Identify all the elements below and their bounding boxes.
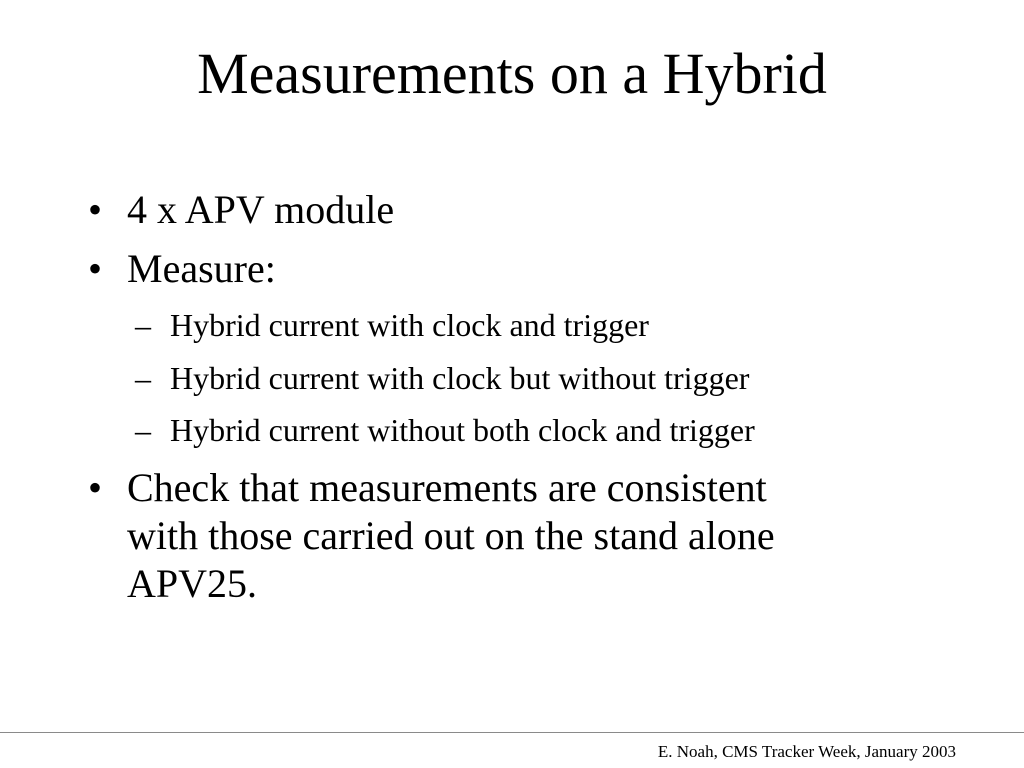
dash-marker: – <box>135 307 151 343</box>
slide-title: Measurements on a Hybrid <box>197 41 827 106</box>
bullet-marker: • <box>88 187 103 232</box>
bullet-text: Measure: <box>127 246 276 291</box>
bullet-text-line: Check that measurements are consistent <box>127 465 767 510</box>
bullet-text-line: with those carried out on the stand alone <box>127 513 775 558</box>
sub-bullet-text: Hybrid current without both clock and trigger <box>170 412 755 448</box>
dash-marker: – <box>135 412 151 448</box>
bullet-text: 4 x APV module <box>127 187 395 232</box>
bullet-marker: • <box>88 465 103 510</box>
dash-marker: – <box>135 360 151 396</box>
footer-text: E. Noah, CMS Tracker Week, January 2003 <box>657 742 956 761</box>
footer-divider <box>0 732 1024 733</box>
bullet-text-line: APV25. <box>127 561 258 606</box>
bullet-marker: • <box>88 246 103 291</box>
bullet-text-block <box>127 464 907 608</box>
sub-bullet-text: Hybrid current with clock and trigger <box>170 307 649 343</box>
sub-bullet-text: Hybrid current with clock but without trigger <box>170 360 750 396</box>
